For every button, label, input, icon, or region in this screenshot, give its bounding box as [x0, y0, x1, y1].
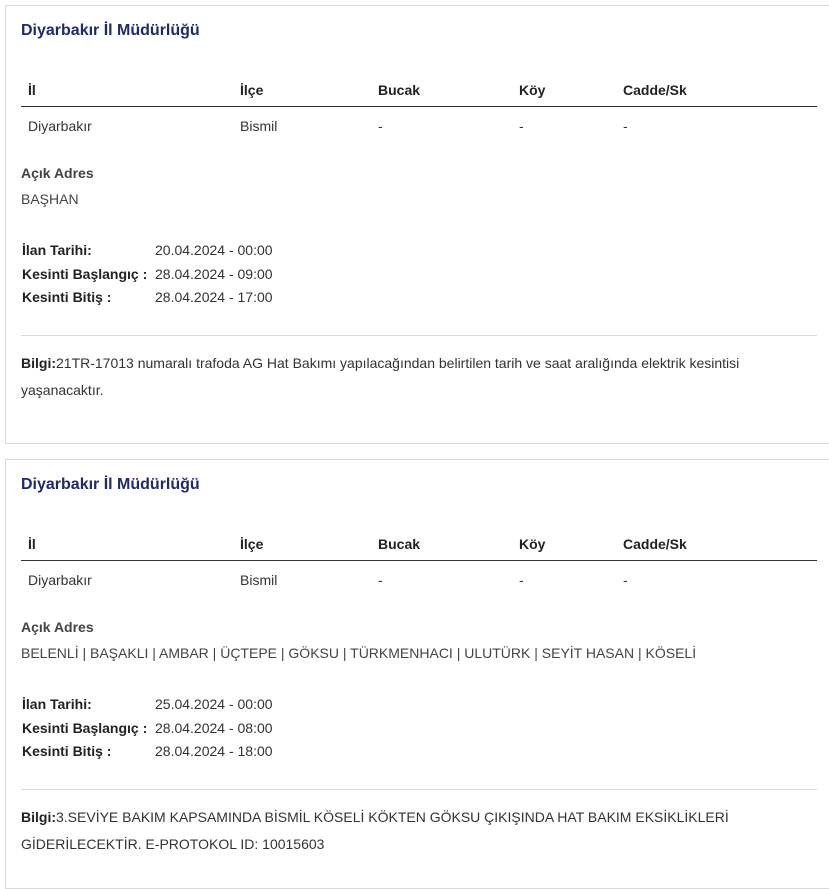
- col-header-il: İl: [21, 529, 233, 561]
- table-header-row: [21, 529, 817, 561]
- table-row: [21, 107, 817, 142]
- table-header-row: [21, 75, 817, 107]
- date-list: [22, 242, 273, 313]
- cell-koy: -: [519, 118, 524, 134]
- date-row: [22, 696, 273, 720]
- card-title: Diyarbakır İl Müdürlüğü: [21, 476, 200, 493]
- info-value: 3.SEVİYE BAKIM KAPSAMINDA BİSMİL KÖSELİ KÖKTEN GÖKSU ÇIKIŞINDA HAT BAKIM EKSİKLİKLERİ GİDERİLECEKTİR. E-PROTOKOL ID: 10015603: [21, 809, 729, 852]
- divider: [21, 789, 817, 790]
- table-row: [21, 561, 817, 596]
- outage-card: [5, 459, 829, 889]
- col-header-bucak: Bucak: [371, 529, 512, 561]
- col-header-bucak: Bucak: [371, 75, 512, 107]
- col-header-cadde: Cadde/Sk: [616, 75, 817, 107]
- date-value: 28.04.2024 - 17:00: [155, 289, 273, 305]
- date-value: 28.04.2024 - 08:00: [155, 719, 273, 736]
- location-table: [21, 529, 817, 595]
- date-list: [22, 696, 273, 767]
- date-value: 20.04.2024 - 00:00: [155, 242, 273, 258]
- date-row: [22, 743, 273, 767]
- date-label: İlan Tarihi:: [22, 696, 92, 712]
- date-label: Kesinti Bitiş :: [22, 289, 112, 305]
- date-label: Kesinti Başlangıç :: [22, 265, 148, 282]
- address-value: BAŞHAN: [21, 191, 79, 207]
- cell-ilce: Bismil: [240, 118, 278, 134]
- cell-bucak: -: [378, 118, 383, 134]
- address-label: Açık Adres: [21, 165, 94, 181]
- col-header-ilce: İlçe: [233, 529, 371, 561]
- date-label: Kesinti Bitiş :: [22, 743, 112, 759]
- cell-bucak: -: [378, 572, 383, 588]
- info-text: [21, 804, 791, 858]
- col-header-koy: Köy: [512, 75, 616, 107]
- cell-koy: -: [519, 572, 524, 588]
- col-header-cadde: Cadde/Sk: [616, 529, 817, 561]
- col-header-ilce: İlçe: [233, 75, 371, 107]
- cell-il: Diyarbakır: [28, 118, 92, 134]
- date-row: [22, 289, 273, 313]
- col-header-koy: Köy: [512, 529, 616, 561]
- col-header-il: İl: [21, 75, 233, 107]
- cell-cadde: -: [623, 118, 628, 134]
- date-value: 28.04.2024 - 18:00: [155, 743, 273, 759]
- info-label: Bilgi:: [21, 809, 56, 825]
- cell-il: Diyarbakır: [28, 572, 92, 588]
- cell-ilce: Bismil: [240, 572, 278, 588]
- address-value: BELENLİ | BAŞAKLI | AMBAR | ÜÇTEPE | GÖKSU | TÜRKMENHACI | ULUTÜRK | SEYİT HASAN | KÖSELİ: [21, 645, 697, 661]
- info-text: [21, 350, 791, 404]
- outage-card: [5, 5, 829, 444]
- date-row: [22, 720, 273, 744]
- date-value: 28.04.2024 - 09:00: [155, 265, 273, 282]
- info-label: Bilgi:: [21, 355, 56, 371]
- card-title: Diyarbakır İl Müdürlüğü: [21, 22, 200, 39]
- cell-cadde: -: [623, 572, 628, 588]
- date-row: [22, 266, 273, 290]
- divider: [21, 335, 817, 336]
- date-label: Kesinti Başlangıç :: [22, 719, 148, 736]
- date-value: 25.04.2024 - 00:00: [155, 696, 273, 712]
- address-label: Açık Adres: [21, 619, 94, 635]
- date-row: [22, 242, 273, 266]
- info-value: 21TR-17013 numaralı trafoda AG Hat Bakımı yapılacağından belirtilen tarih ve saat aralığında elektrik kesintisi yaşanacaktır.: [21, 355, 740, 398]
- location-table: [21, 75, 817, 141]
- date-label: İlan Tarihi:: [22, 242, 92, 258]
